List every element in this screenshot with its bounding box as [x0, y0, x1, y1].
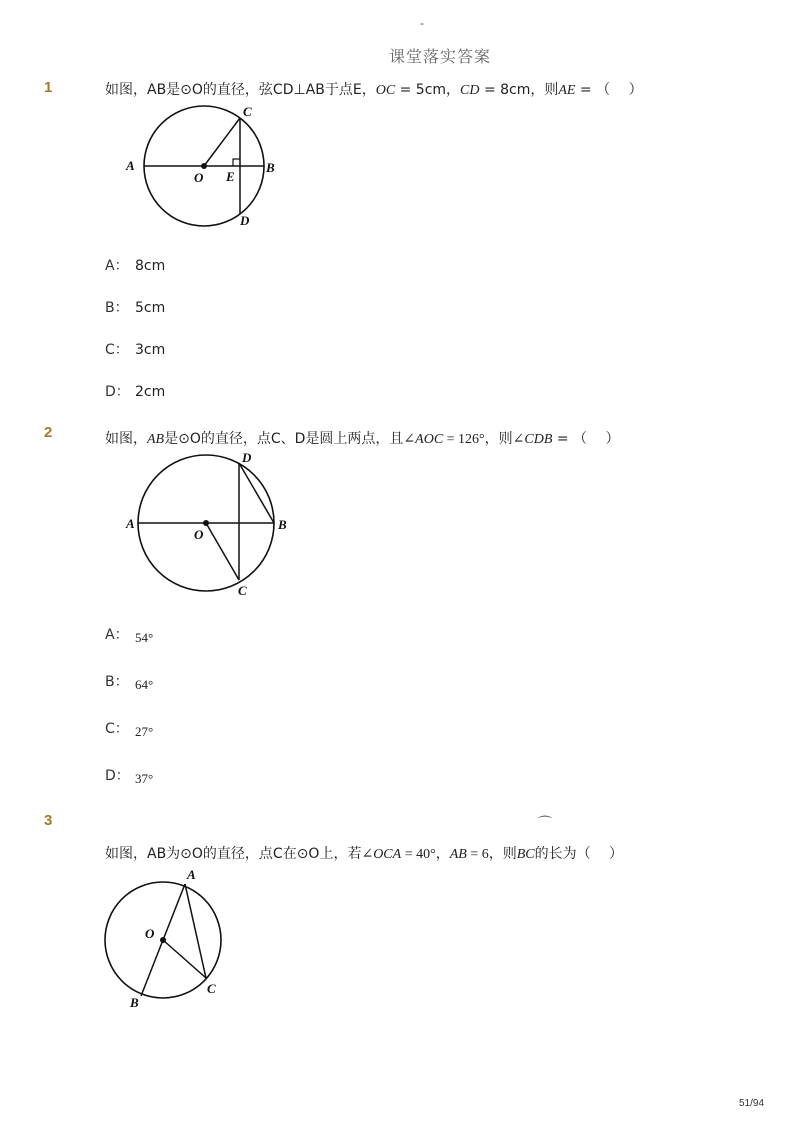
question-2-number: 2 — [44, 424, 53, 441]
option-label: B： — [105, 300, 129, 316]
option-value: 64° — [135, 677, 154, 692]
q1-option-c[interactable] — [105, 339, 165, 359]
chord-db — [239, 463, 274, 523]
label-c: C — [207, 981, 216, 996]
option-label: D： — [105, 384, 130, 400]
q1-option-b[interactable] — [105, 297, 165, 317]
center-dot — [160, 937, 166, 943]
stem-math-cd: CD — [460, 83, 480, 98]
stem-math-oc: OC — [375, 83, 396, 98]
stem-text: 如图，AB为⊙O的直径，点C在⊙O上，若 — [105, 846, 362, 862]
stem-math-ab: AB — [147, 432, 165, 447]
option-value: 8cm — [135, 258, 166, 274]
stem-text: 的长为（ ） — [534, 846, 624, 862]
arc-symbol: ⌒ — [538, 817, 552, 832]
label-e: E — [226, 169, 235, 184]
stem-text: = 8cm，则 — [479, 82, 559, 98]
stem-text: = （ ） — [552, 431, 620, 447]
q1-option-d[interactable] — [105, 381, 165, 401]
option-value: 5cm — [135, 300, 166, 316]
question-1-stem — [105, 79, 643, 99]
stem-text: = 5cm， — [395, 82, 461, 98]
question-3-figure — [98, 862, 233, 1012]
stem-math-aoc: ∠AOC — [403, 432, 444, 447]
center-dot — [201, 163, 207, 169]
question-3-number: 3 — [44, 812, 53, 829]
q2-option-c[interactable] — [105, 718, 153, 738]
stem-text: 是⊙O的直径，点C、D是圆上两点，且 — [164, 431, 404, 447]
stem-math-bc: BC — [516, 847, 535, 862]
stem-math-ae: AE — [558, 83, 576, 98]
label-a: A — [126, 516, 135, 531]
question-2-figure — [118, 447, 298, 602]
label-o: O — [194, 170, 204, 185]
q2-option-d[interactable] — [105, 765, 153, 785]
label-b: B — [130, 995, 139, 1010]
label-c: C — [238, 583, 247, 598]
option-value: 3cm — [135, 342, 166, 358]
page-title: 课堂落实答案 — [388, 47, 491, 66]
stem-text: = 126°，则 — [443, 432, 513, 447]
stem-text: 如图， — [105, 431, 147, 447]
option-label: A： — [105, 258, 129, 274]
label-d: D — [242, 450, 252, 465]
q2-option-a[interactable] — [105, 624, 153, 644]
stem-math-cdb: ∠CDB — [512, 432, 553, 447]
option-value: 2cm — [135, 384, 166, 400]
question-2-stem — [105, 428, 619, 448]
option-label: C： — [105, 342, 129, 358]
label-b: B — [278, 517, 287, 532]
radius-oc — [206, 523, 239, 580]
option-label: D： — [105, 768, 130, 784]
header-dash: - — [420, 16, 424, 30]
option-label: A： — [105, 627, 129, 643]
label-d: D — [240, 213, 250, 228]
question-1-figure — [120, 100, 290, 235]
option-label: B： — [105, 674, 129, 690]
question-1-number: 1 — [44, 79, 53, 96]
label-o: O — [194, 527, 204, 542]
stem-text: 如图，AB是⊙O的直径，弦CD⊥AB于点E， — [105, 82, 376, 98]
stem-math-ab: AB — [449, 847, 467, 862]
stem-text: = （ ） — [575, 82, 643, 98]
label-a: A — [126, 158, 135, 173]
label-b: B — [266, 160, 275, 175]
page-number: 51/94 — [739, 1098, 765, 1109]
q2-option-b[interactable] — [105, 671, 153, 691]
label-o: O — [145, 926, 155, 941]
option-label: C： — [105, 721, 129, 737]
option-value: 27° — [135, 724, 154, 739]
stem-text: = 6，则 — [466, 847, 517, 862]
option-value: 37° — [135, 771, 154, 786]
label-c: C — [243, 104, 252, 119]
q1-option-a[interactable] — [105, 255, 165, 275]
right-angle-mark — [233, 159, 240, 166]
option-value: 54° — [135, 630, 154, 645]
label-a: A — [187, 867, 196, 882]
stem-math-oca: ∠OCA — [361, 847, 402, 862]
question-3-stem — [105, 843, 623, 863]
center-dot — [203, 520, 209, 526]
stem-text: = 40°， — [401, 847, 450, 862]
